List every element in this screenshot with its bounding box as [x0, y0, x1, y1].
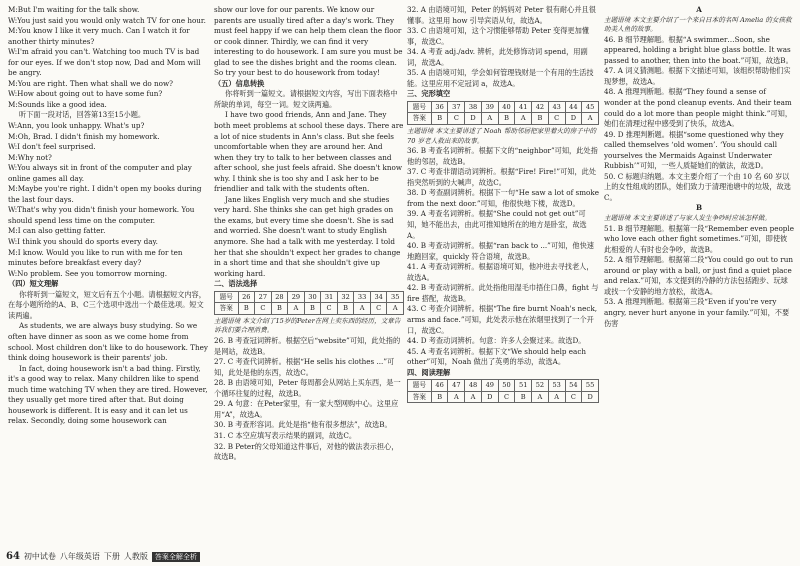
- table-cell: D: [582, 391, 599, 403]
- table-cell: 31: [321, 291, 338, 303]
- paragraph: 30. B 考查形容词。此处是指“他有很多想法”，故选B。: [214, 420, 392, 430]
- table-cell: D: [481, 391, 498, 403]
- paragraph: M:I can also getting fatter.: [8, 226, 106, 236]
- paragraph: 29. A 句意：在Peter家里，有一家大型网购中心。这里应用“A”，故选A。: [214, 399, 399, 419]
- paragraph: 38. D 考查副词辨析。根据下一句“He saw a lot of smoke from the next door.”可知，他很快地下楼，故选D。: [407, 188, 599, 208]
- table-cell: B: [238, 303, 255, 315]
- table-cell: A: [448, 391, 465, 403]
- paragraph: A: [696, 5, 702, 14]
- table-cell: B: [304, 303, 321, 315]
- table-cell: 题号: [408, 101, 432, 113]
- paragraph: show our love for our parents. We know our parents are usually tired after a day's work. They must feel happy if we can help them clean the floor or cook dinner. Thirdly, we can find it very interesting to do housework. I am sure you must be glad to see the dishes bright and the rooms clean. So try your best to do housework from today!: [214, 5, 403, 78]
- table-cell: 33: [354, 291, 371, 303]
- paragraph: 26. B 考查冠词辨析。根据空后“website”可知，此处指的是网站，故选B。: [214, 336, 401, 356]
- paragraph: 52. A 细节理解题。根据第二段“You could go out to run around or play with a ball, or just find a quiet place and relax.”可知，本文提到的冷静的方法包括跑步、玩球或找一个安静的地方放松，故选A。: [604, 255, 793, 296]
- paragraph: 41. A 考查动词辨析。根据语境可知，他冲进去寻找老人，故选A。: [407, 262, 594, 282]
- table-cell: 35: [387, 291, 404, 303]
- paragraph: 32. B Peter的父母知道这件事后，对他的做法表示担心，故选B。: [214, 441, 399, 462]
- paragraph: As students, we are always busy studying. So we often have dinner as soon as we come home from school. Most children don't like to do housework. They think doing housework is their parents' job.: [8, 321, 208, 363]
- paragraph: 53. A 推理判断题。根据第三段“Even if you're very angry, never hurt anyone in your family.”可知，不要伤害: [604, 297, 790, 328]
- paragraph: I have two good friends, Ann and Jane. They both meet problems at school these days. There are a lot of nice students in Ann's class. But she feels uncomfortable when they are around her. And when they try to talk to her between classes and after school, she just feels afraid. She doesn't know why. I think she is too shy and I ask her to be friendlier and talk with the students often.: [214, 110, 404, 194]
- table-cell: B: [431, 391, 448, 403]
- table-cell: 36: [431, 101, 448, 113]
- table-cell: B: [532, 113, 549, 125]
- paragraph: M:You are right. Then what shall we do now?: [8, 78, 174, 88]
- table-cell: 52: [532, 380, 549, 392]
- table-cell: A: [548, 391, 565, 403]
- page-number: 64: [6, 551, 20, 562]
- paragraph: M:Why not?: [8, 152, 52, 162]
- paragraph: M:Sounds like a good idea.: [8, 99, 107, 109]
- paragraph: M:You know I like it very much. Can I watch it for another thirty minutes?: [8, 26, 190, 46]
- paragraph: M:Maybe you're right. I didn't open my books during the last four days.: [8, 184, 202, 204]
- question-row: [215, 291, 404, 303]
- table-cell: 55: [582, 380, 599, 392]
- table-cell: D: [465, 113, 482, 125]
- paragraph: W:No problem. See you tomorrow morning.: [8, 268, 168, 278]
- paragraph: 37. C 考查非谓语动词辨析。根据“Fire! Fire!”可知，此处指突然听到的大喊声，故选C。: [407, 167, 597, 187]
- paragraph: 27. C 考查代词辨析。根据“He sells his clothes ...”可知，此处是他的东西，故选C。: [214, 357, 395, 377]
- table-cell: B: [498, 113, 515, 125]
- table-cell: 41: [515, 101, 532, 113]
- paragraph: 你将听到一篇短文，短文后有五个小题。请根据短文内容，在每小题所给的A、B、C三个选项中选出一个最佳选项。短文读两遍。: [8, 289, 206, 320]
- table-cell: 40: [498, 101, 515, 113]
- paragraph: 三、完形填空: [407, 89, 451, 99]
- table-cell: 53: [548, 380, 565, 392]
- table-cell: 题号: [215, 291, 239, 303]
- edition-label: 人教版: [123, 552, 148, 561]
- paragraph: M:But I'm waiting for the talk show.: [8, 5, 140, 14]
- table-cell: C: [448, 113, 465, 125]
- volume-label: 下册: [103, 552, 120, 561]
- table-cell: 46: [431, 380, 448, 392]
- table-cell: 37: [448, 101, 465, 113]
- paragraph: W:Ann, you look unhappy. What's up?: [8, 121, 145, 131]
- table-cell: C: [498, 391, 515, 403]
- paragraph: W:I think you should do sports every day.: [8, 237, 158, 247]
- table-cell: B: [431, 113, 448, 125]
- table-cell: 题号: [408, 380, 432, 392]
- table-cell: 39: [481, 101, 498, 113]
- table-cell: 44: [565, 101, 582, 113]
- table-cell: 27: [255, 291, 272, 303]
- paragraph: 43. C 考查介词辨析。根据“The fire burnt Noah's neck, arms and face.”可知，此处表示他在浓烟里找到了一个开口，故选C。: [407, 304, 598, 335]
- answer-row: [215, 303, 404, 315]
- paragraph: （五）信息转换: [214, 78, 265, 88]
- table-cell: A: [354, 303, 371, 315]
- table-cell: 49: [481, 380, 498, 392]
- question-row: [408, 380, 599, 392]
- page-footer: [6, 551, 200, 562]
- paragraph: 48. A 推理判断题。根据“They found a sense of wonder at the pond cleanup events. And their team could do a lot more than people might think.”可知，她们在清理过程中感受到了快乐，故选A。: [604, 87, 793, 129]
- paragraph: 31. C 本空应填写表示结果的副词，故选C。: [214, 430, 357, 440]
- table-cell: 50: [498, 380, 515, 392]
- table-cell: A: [532, 391, 549, 403]
- paragraph: 主题语境 本文主要介绍了一个来自日本的名叫 Amelia 的女孩救助美人鱼的故事。: [604, 15, 792, 34]
- paragraph: 44. D 考查动词辨析。句意：许多人会聚过来。故选D。: [407, 336, 586, 346]
- table-cell: 29: [288, 291, 305, 303]
- table-cell: 答案: [215, 303, 239, 315]
- table-cell: 答案: [408, 113, 432, 125]
- table-cell: C: [321, 303, 338, 315]
- paragraph: 49. D 推理判断题。根据“some questioned why they called themselves ‘old women’. ‘You should call yourselves the Mermaids Against Underwater Rubbish’”可知，一些人质疑她们的做法，故选D。: [604, 129, 784, 171]
- paragraph: 主题语境 本文主要讲述了与家人发生争吵时应该怎样做。: [604, 214, 771, 223]
- paragraph: 主题语境 本文主要讲述了 Noah 帮助邻居把家里着火的房子中的 70 岁老人救出来的故事。: [407, 127, 597, 145]
- table-cell: A: [481, 113, 498, 125]
- cloze-answer-table: [407, 101, 599, 125]
- column-3: [407, 5, 599, 405]
- paragraph: 32. A 由语境可知，Peter 的妈妈对 Peter 很有耐心并且很懂事。这里用 how 引导宾语从句，故选A。: [407, 5, 596, 25]
- table-cell: C: [255, 303, 272, 315]
- paragraph: 你将听到一篇短文。请根据短文内容，写出下面表格中所缺的单词，每空一词。短文读两遍。: [214, 89, 398, 109]
- paragraph: M:Oh, Brad. I didn't finish my homework.: [8, 131, 160, 141]
- paragraph: 46. B 细节理解题。根据“A swimmer…Soon, she appeared, holding a bright blue glass bottle. It was passed to another, then into the boat.”可知，故选B。: [604, 34, 793, 65]
- table-cell: B: [337, 303, 354, 315]
- table-cell: 45: [582, 101, 599, 113]
- table-cell: B: [515, 391, 532, 403]
- paragraph: Jane likes English very much and she studies very hard. She thinks she can get high grades on the exams, but every time she doesn't. She is sad and worried. She doesn't want to study English anymore. She had a talk with me yesterday. I told her that she shouldn't expect her grades to change in a short time and that she shouldn't give up working hard.: [214, 194, 401, 278]
- table-cell: C: [565, 391, 582, 403]
- paragraph: W:I'm afraid you can't. Watching too much TV is bad for our eyes. If we don't stop now, Dad and Mom will be angry.: [8, 47, 201, 78]
- table-cell: 答案: [408, 391, 432, 403]
- paragraph: W:How about going out to have some fun?: [8, 89, 163, 99]
- column-4: [604, 5, 794, 329]
- table-cell: A: [582, 113, 599, 125]
- paragraph: M:I know. Would you like to run with me for ten minutes before breakfast every day?: [8, 247, 183, 268]
- table-cell: 51: [515, 380, 532, 392]
- table-cell: 54: [565, 380, 582, 392]
- table-cell: 48: [465, 380, 482, 392]
- table-cell: 43: [548, 101, 565, 113]
- table-cell: A: [515, 113, 532, 125]
- table-cell: 30: [304, 291, 321, 303]
- paragraph: 39. A 考查名词辨析。根据“She could not get out”可知，她不能出去，由此可推知她所在的地方是卧室，故选A。: [407, 209, 587, 240]
- answer-row: [408, 113, 599, 125]
- paragraph: 33. C 由语境可知，这个习惯能够帮助 Peter 变得更加懂事，故选C。: [407, 26, 589, 46]
- grade-label: 八年级英语: [59, 552, 100, 561]
- table-cell: 38: [465, 101, 482, 113]
- paragraph: 51. B 细节理解题。根据第一段“Remember even people who love each other fight sometimes.”可知，即使彼此相爱的人有时也会争吵，故选B。: [604, 223, 794, 254]
- table-cell: 28: [271, 291, 288, 303]
- table-cell: 47: [448, 380, 465, 392]
- paragraph: W:I don't feel surprised.: [8, 142, 96, 152]
- paragraph: W:That's why you didn't finish your homework. You should spend less time on the computer.: [8, 205, 195, 225]
- paragraph: 50. C 标题归纳题。本文主要介绍了一个由 10 名 60 岁以上的女性组成的团队，她们致力于清理池塘中的垃圾，故选C。: [604, 171, 791, 202]
- paragraph: 四、阅读理解: [407, 367, 451, 377]
- paragraph: 42. B 考查动词辨析。此处指他用湿毛巾捂住口鼻，fight 与 fire 搭配，故选B。: [407, 283, 599, 303]
- paragraph: 二、语法选择: [214, 279, 258, 289]
- paragraph: B: [695, 203, 703, 213]
- paragraph: W:You just said you would only watch TV for one hour.: [8, 15, 206, 25]
- column-2: [214, 5, 404, 463]
- table-cell: C: [548, 113, 565, 125]
- paragraph: W:You always sit in front of the computer and play online games all day.: [8, 163, 192, 183]
- paragraph: In fact, doing housework isn't a bad thing. Firstly, it's a good way to relax. Many children like to spend much time watching TV when they are tired. However, they usually get more tired after that. But doing housework is different. It is easy and it can let us relax. Secondly, doing some housework can: [8, 363, 208, 426]
- answer-row: [408, 391, 599, 403]
- table-cell: 42: [532, 101, 549, 113]
- question-row: [408, 101, 599, 113]
- paragraph: （四）短文理解: [8, 279, 59, 289]
- paragraph: 28. B 由语境可知，Peter 每周都会从网站上买东西，是一个循环往复的过程，故选B。: [214, 378, 401, 398]
- table-cell: A: [387, 303, 404, 315]
- paragraph: 40. B 考查动词辨析。根据“ran back to ...”可知，他快速地跑回家，quickly 符合语境，故选B。: [407, 241, 594, 261]
- table-cell: 26: [238, 291, 255, 303]
- paragraph: 听下面一段对话，回答第13至15小题。: [19, 110, 146, 120]
- paragraph: 45. A 考查名词辨析。根据下文“We should help each other”可知，Noah 做出了英勇的举动，故选A。: [407, 346, 586, 367]
- reading-answer-table: [407, 379, 599, 403]
- table-cell: 34: [370, 291, 387, 303]
- table-cell: 32: [337, 291, 354, 303]
- column-1: [8, 5, 208, 427]
- table-cell: B: [271, 303, 288, 315]
- paragraph: 47. A 词义猜测题。根据下文描述可知，该组织帮助他们实现梦想，故选A。: [604, 66, 791, 86]
- table-cell: A: [288, 303, 305, 315]
- answer-tag: 答案全解全析: [152, 552, 200, 562]
- grammar-answer-table: [214, 291, 404, 315]
- paragraph: 34. A 考查 adj./adv. 辨析，此处修饰动词 spend，用副词，故选A。: [407, 47, 588, 67]
- paragraph: 36. B 考查名词辨析。根据下文的“neighbor”可知，此处指他的邻居，故选B。: [407, 146, 598, 166]
- paragraph: 主题语境 本文介绍了15岁的Peter在网上卖东西的经历，文章告诉我们要合理消费。: [214, 316, 401, 335]
- table-cell: D: [565, 113, 582, 125]
- book-title: 初中试卷: [23, 552, 56, 561]
- paragraph: 35. A 由语境可知，学会如何管理钱财是一个有用的生活技能。这里应用不定冠词 a，故选A。: [407, 68, 594, 88]
- table-cell: C: [370, 303, 387, 315]
- table-cell: A: [465, 391, 482, 403]
